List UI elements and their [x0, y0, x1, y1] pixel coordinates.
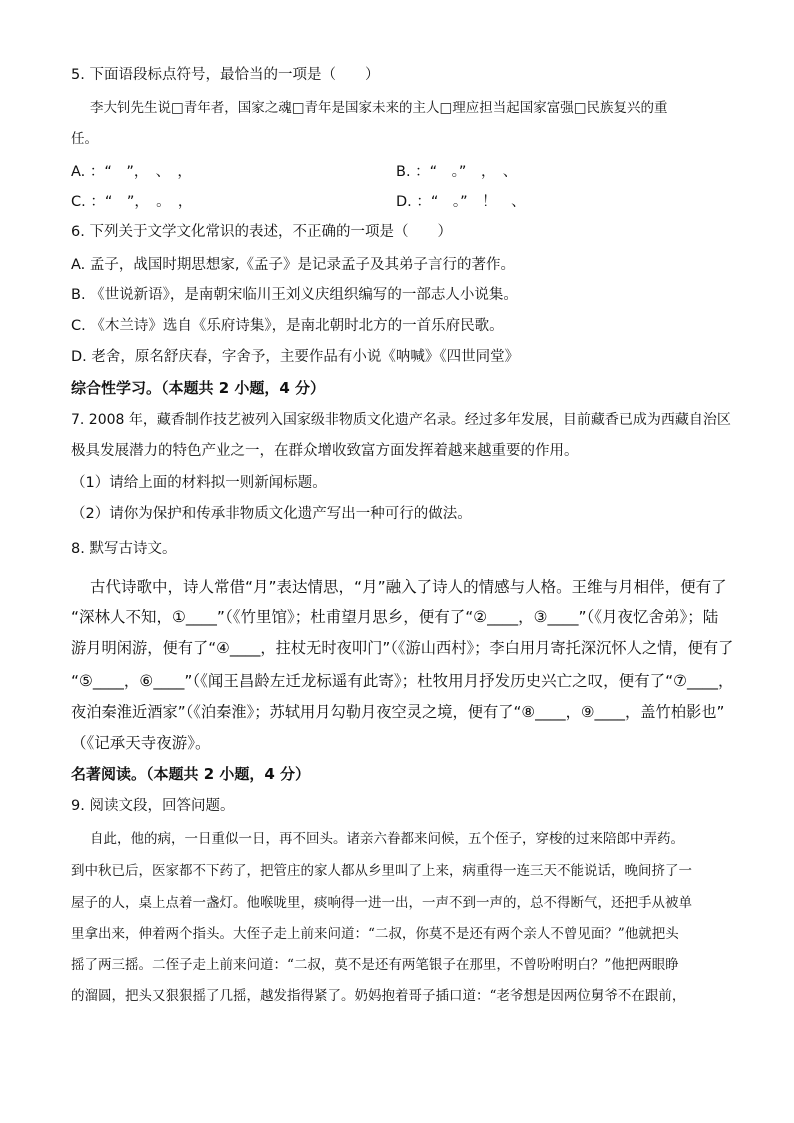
q5-passage-line1: 李大钊先生说□青年者，国家之魂□青年是国家未来的主人□理应担当起国家富强□民族复兴的重	[90, 100, 668, 116]
q9-stem: 9. 阅读文段，回答问题。	[71, 798, 235, 814]
option-label: C.	[71, 194, 86, 210]
section-heading-classics: 名著阅读。（本题共 2 小题，4 分）	[71, 765, 311, 783]
option-label: B.	[396, 164, 411, 180]
q9-passage-line: 屋子的人，桌上点着一盏灯。他喉咙里，痰响得一进一出，一声不到一声的，总不得断气，还把手从被单	[71, 895, 692, 911]
q9-passage-line: 里拿出来，伸着两个指头。大侄子走上前来问道：“二叔，你莫不是还有两个亲人不曾见面？”他就把头	[71, 926, 679, 942]
q7-line2: 极具发展潜力的特色产业之一，在群众增收致富方面发挥着越来越重要的作用。	[71, 443, 579, 459]
q9-passage-line: 到中秋已后，医家都不下药了，把管庄的家人都从乡里叫了上来，病重得一连三天不能说话，晚间挤了一	[71, 863, 692, 879]
q5-option-c	[71, 193, 192, 211]
q8-line: “深林人不知，①____”（《竹里馆》；杜甫望月思乡，便有了“②____，③____”（《月夜忆舍弟》；陆	[71, 608, 719, 626]
option-text: ：“ 。” ， 、	[415, 164, 518, 180]
option-text: ：“ ”， 。 ，	[90, 194, 193, 210]
q6-option-a: A. 孟子，战国时期思想家,《孟子》是记录孟子及其弟子言行的著作。	[71, 257, 515, 273]
option-text: ：“ ”， 、 ，	[89, 164, 192, 180]
q9-passage-line: 摇了两三摇。二侄子走上前来问道：“二叔，莫不是还有两笔银子在那里，不曾吩咐明白？”他把两眼睁	[71, 957, 679, 973]
q8-line: 游月明闲游，便有了“④____，拄杖无时夜叩门”（《游山西村》；李白用月寄托深沉怀人之情，便有了	[71, 639, 734, 657]
q8-stem: 8. 默写古诗文。	[71, 541, 177, 557]
q5-option-b	[396, 163, 517, 181]
q5-stem: 5. 下面语段标点符号，最恰当的一项是（ ）	[71, 67, 380, 83]
q5-option-d	[396, 193, 526, 211]
q5-option-a	[71, 163, 192, 181]
q7-sub1: （1）请给上面的材料拟一则新闻标题。	[71, 475, 327, 491]
q8-line: （《记承天寺夜游》。	[71, 734, 211, 752]
q6-stem: 6. 下列关于文学文化常识的表述，不正确的一项是（ ）	[71, 224, 452, 240]
q8-line: 古代诗歌中，诗人常借“月”表达情思，“月”融入了诗人的情感与人格。王维与月相伴，便有了	[90, 578, 727, 596]
q5-passage-line2: 任。	[71, 131, 98, 147]
option-label: D.	[396, 194, 412, 210]
q8-line: 夜泊秦淮近酒家”（《泊秦淮》；苏轼用月勾勒月夜空灵之境，便有了“⑧____，⑨____，盖竹柏影也”	[71, 703, 725, 721]
q8-line: “⑤____，⑥____”（《闻王昌龄左迁龙标遥有此寄》；杜牧用月抒发历史兴亡之叹，便有了“⑦____，	[71, 672, 734, 690]
q6-option-b: B. 《世说新语》，是南朝宋临川王刘义庆组织编写的一部志人小说集。	[71, 287, 518, 303]
section-heading-comprehensive: 综合性学习。（本题共 2 小题，4 分）	[71, 379, 326, 397]
q7-sub2: （2）请你为保护和传承非物质文化遗产写出一种可行的做法。	[71, 506, 472, 522]
option-text: ：“ 。” ！ 、	[416, 194, 526, 210]
option-label: A.	[71, 164, 86, 180]
q7-line1: 7. 2008 年，藏香制作技艺被列入国家级非物质文化遗产名录。经过多年发展，目前藏香已成为西藏自治区	[71, 412, 731, 428]
q6-option-d: D. 老舍，原名舒庆春，字舍予，主要作品有小说《呐喊》《四世同堂》	[71, 349, 520, 365]
q6-option-c: C. 《木兰诗》选自《乐府诗集》，是南北朝时北方的一首乐府民歌。	[71, 318, 504, 334]
q9-passage-line: 自此，他的病，一日重似一日，再不回头。诸亲六眷都来问候，五个侄子，穿梭的过来陪郎中弄药。	[90, 831, 684, 847]
q9-passage-line: 的溜圆，把头又狠狠摇了几摇，越发指得紧了。奶妈抱着哥子插口道：“老爷想是因两位舅爷不在跟前，	[71, 988, 686, 1004]
